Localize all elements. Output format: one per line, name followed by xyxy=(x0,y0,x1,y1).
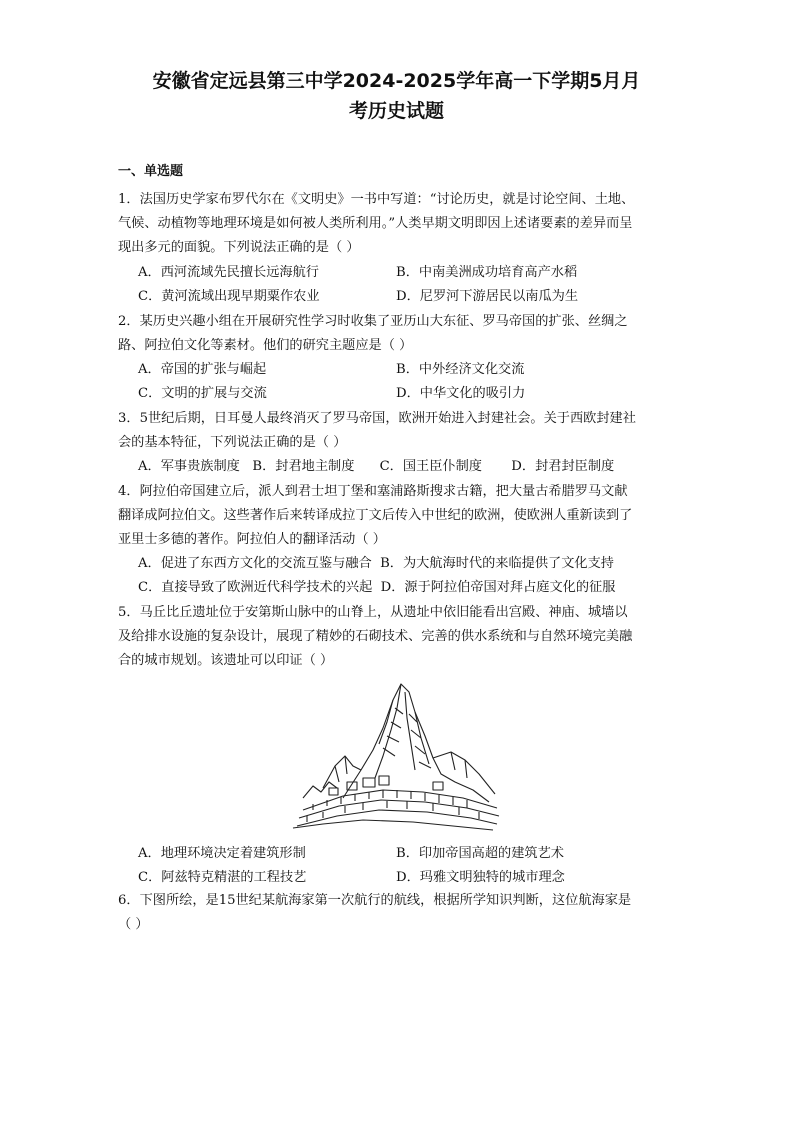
question-4-options-row-1[interactable]: A．促进了东西方文化的交流互鉴与融合 B．为大航海时代的来临提供了文化支持 xyxy=(138,556,614,571)
question-4-options-row-2[interactable]: C．直接导致了欧洲近代科学技术的兴起 D．源于阿拉伯帝国对拜占庭文化的征服 xyxy=(138,580,616,595)
question-1-option-c[interactable]: C．黄河流域出现早期粟作农业 xyxy=(138,289,320,304)
question-3-line-1: 3．5世纪后期，日耳曼人最终消灭了罗马帝国，欧洲开始进入封建社会。关于西欧封建社 xyxy=(118,411,636,426)
page-title xyxy=(60,66,733,126)
question-3-options[interactable]: A．军事贵族制度 B．封君地主制度 C．国王臣仆制度 D．封君封臣制度 xyxy=(138,459,615,474)
question-1-option-d[interactable]: D．尼罗河下游居民以南瓜为生 xyxy=(396,289,579,304)
question-5-option-b[interactable]: B．印加帝国高超的建筑艺术 xyxy=(396,846,564,861)
question-5-line-2: 及给排水设施的复杂设计，展现了精妙的石砌技术、完善的供水系统和与自然环境完美融 xyxy=(118,629,633,644)
title-line-2: 考历史试题 xyxy=(348,100,444,122)
question-4-line-2: 翻译成阿拉伯文。这些著作后来转译成拉丁文后传入中世纪的欧洲，使欧洲人重新读到了 xyxy=(118,508,633,523)
question-6-line-1: 6．下图所绘，是15世纪某航海家第一次航行的航线，根据所学知识判断，这位航海家是 xyxy=(118,893,632,908)
question-1-line-2: 气候、动植物等地理环境是如何被人类所利用。”人类早期文明即因上述诸要素的差异而呈 xyxy=(118,216,633,231)
question-1-option-b[interactable]: B．中南美洲成功培育高产水稻 xyxy=(396,265,578,280)
question-1-line-1: 1．法国历史学家布罗代尔在《文明史》一书中写道：“讨论历史，就是讨论空间、土地、 xyxy=(118,192,635,207)
question-2-line-1: 2．某历史兴趣小组在开展研究性学习时收集了亚历山大东征、罗马帝国的扩张、丝绸之 xyxy=(118,314,628,329)
question-2-option-a[interactable]: A．帝国的扩张与崛起 xyxy=(138,362,267,377)
question-6-line-2: （ ） xyxy=(118,917,149,932)
question-2-option-d[interactable]: D．中华文化的吸引力 xyxy=(396,386,526,401)
question-4-line-3: 亚里士多德的著作。阿拉伯人的翻译活动（ ） xyxy=(118,532,386,547)
section-heading: 一、单选题 xyxy=(118,164,184,179)
question-5-option-c[interactable]: C．阿兹特克精湛的工程技艺 xyxy=(138,870,307,885)
question-5-line-3: 合的城市规划。该遗址可以印证（ ） xyxy=(118,653,334,668)
question-1-option-a[interactable]: A．西河流域先民擅长远海航行 xyxy=(138,265,319,280)
question-3-line-2: 会的基本特征，下列说法正确的是（ ） xyxy=(118,435,347,450)
question-5-option-d[interactable]: D．玛雅文明独特的城市理念 xyxy=(396,870,565,885)
question-5-line-1: 5．马丘比丘遗址位于安第斯山脉中的山脊上，从遗址中依旧能看出宫殿、神庙、城墙以 xyxy=(118,605,628,620)
question-2-line-2: 路、阿拉伯文化等素材。他们的研究主题应是（ ） xyxy=(118,338,413,353)
question-5-option-a[interactable]: A．地理环境决定着建筑形制 xyxy=(138,846,306,861)
question-4-line-1: 4．阿拉伯帝国建立后，派人到君士坦丁堡和塞浦路斯搜求古籍，把大量古希腊罗马文献 xyxy=(118,484,628,499)
question-2-option-c[interactable]: C．文明的扩展与交流 xyxy=(138,386,267,401)
question-1-line-3: 现出多元的面貌。下列说法正确的是（ ） xyxy=(118,240,360,255)
question-2-option-b[interactable]: B．中外经济文化交流 xyxy=(396,362,525,377)
title-line-1: 安徽省定远县第三中学2024-2025学年高一下学期5月月 xyxy=(152,70,641,92)
machu-picchu-sketch-icon xyxy=(283,678,503,838)
